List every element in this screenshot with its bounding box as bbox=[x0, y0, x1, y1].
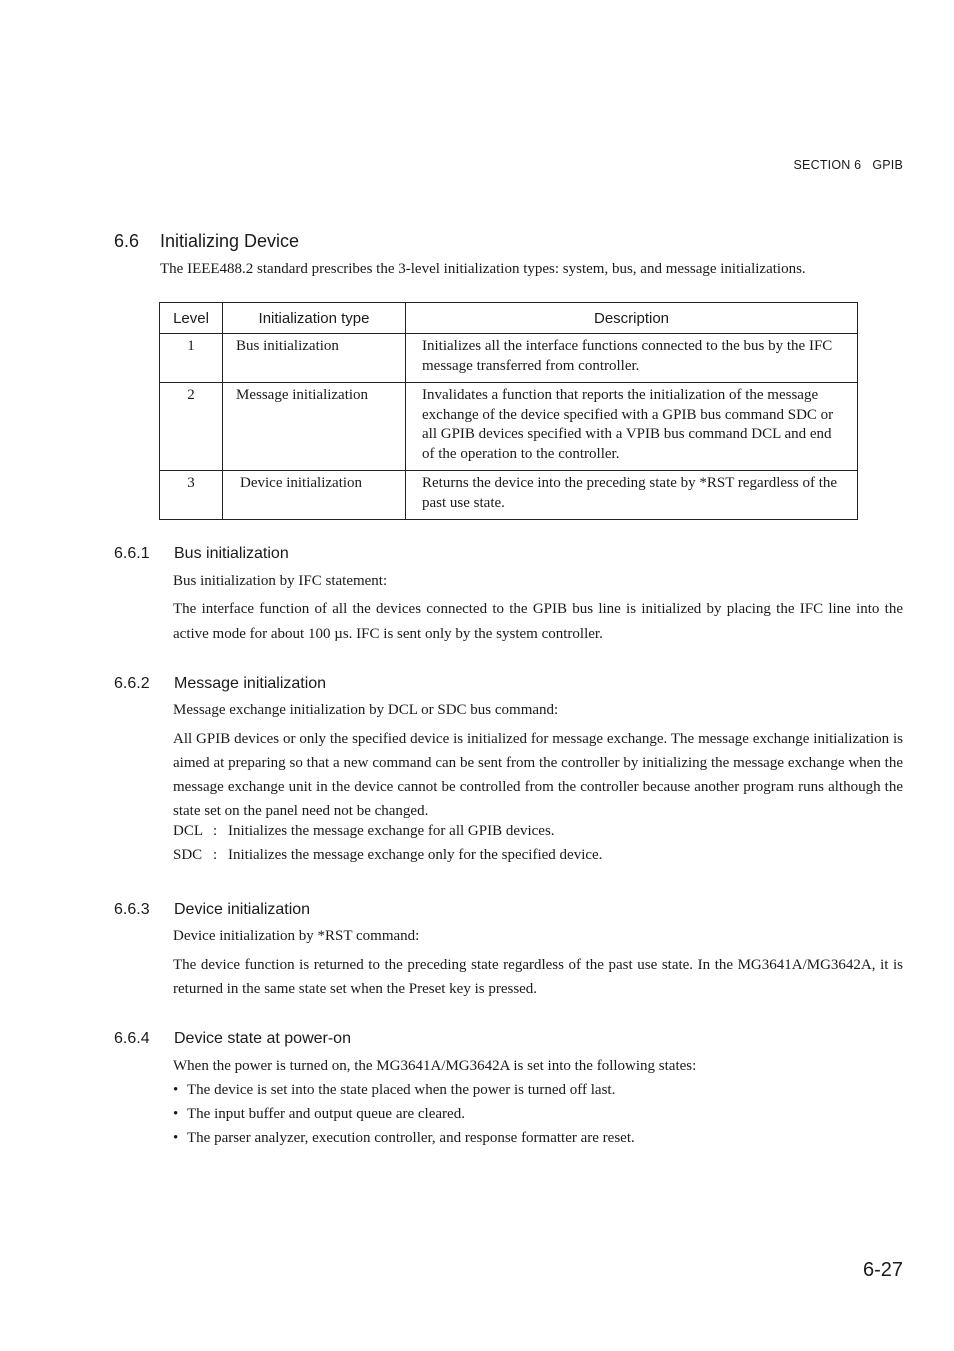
subsection-heading-bus bbox=[114, 545, 289, 563]
definition-key: SDC bbox=[173, 847, 203, 863]
subsection-title: Device initialization bbox=[174, 901, 311, 918]
col-header-description: Description bbox=[406, 303, 858, 334]
initialization-table bbox=[159, 302, 858, 520]
section-heading bbox=[114, 231, 299, 252]
subsection-number: 6.6.3 bbox=[114, 901, 150, 918]
subsection-body: All GPIB devices or only the specified device is initialized for message exchange. The message exchange initialization is aimed at preparing so that a new command can be sent from the controller by initializing the message exchange when the message exchange unit in the device cannot be controlled from the controller because another program runs although the state set on the panel need not be changed. bbox=[173, 731, 903, 819]
subsection-number: 6.6.2 bbox=[114, 675, 150, 692]
table-row bbox=[160, 334, 858, 383]
cell-description: Returns the device into the preceding state by *RST regardless of the past use state. bbox=[406, 471, 858, 520]
cell-level: 1 bbox=[160, 334, 223, 383]
subsection-title: Message initialization bbox=[174, 675, 327, 692]
cell-level: 2 bbox=[160, 383, 223, 471]
subsection-number: 6.6.1 bbox=[114, 545, 150, 562]
cell-level: 3 bbox=[160, 471, 223, 520]
bullet-icon: • bbox=[173, 1106, 179, 1122]
subsection-heading-device bbox=[114, 901, 310, 919]
definition-item bbox=[173, 847, 602, 864]
cell-description: Invalidates a function that reports the initialization of the message exchange of the device specified with a GPIB bus command SDC or all GPIB devices specified with a VPIB bus command DCL and end of the operation to the controller. bbox=[406, 383, 858, 471]
bullet-icon: • bbox=[173, 1130, 179, 1146]
table-row bbox=[160, 471, 858, 520]
list-item-text: The device is set into the state placed when the power is turned off last. bbox=[187, 1082, 616, 1098]
subsection-heading-message bbox=[114, 675, 326, 693]
definition-separator: : bbox=[213, 847, 218, 863]
subsection-title: Device state at power-on bbox=[174, 1030, 351, 1047]
subsection-lead: When the power is turned on, the MG3641A/MG3642A is set into the following states: bbox=[173, 1058, 697, 1074]
section-title: Initializing Device bbox=[160, 231, 300, 251]
running-head: SECTION 6 GPIB bbox=[793, 158, 903, 172]
section-intro: The IEEE488.2 standard prescribes the 3-level initialization types: system, bus, and message initializations. bbox=[160, 261, 806, 277]
col-header-type: Initialization type bbox=[223, 303, 406, 334]
table-header-row bbox=[160, 303, 858, 334]
list-item-text: The parser analyzer, execution controller, and response formatter are reset. bbox=[187, 1130, 635, 1146]
subsection-number: 6.6.4 bbox=[114, 1030, 150, 1047]
subsection-lead: Bus initialization by IFC statement: bbox=[173, 573, 388, 589]
cell-type: Message initialization bbox=[223, 383, 406, 471]
subsection-lead: Device initialization by *RST command: bbox=[173, 928, 420, 944]
cell-type: Bus initialization bbox=[223, 334, 406, 383]
list-item-text: The input buffer and output queue are cleared. bbox=[187, 1106, 465, 1122]
list-item bbox=[173, 1126, 635, 1150]
definition-item bbox=[173, 823, 555, 840]
definition-text: Initializes the message exchange for all GPIB devices. bbox=[228, 823, 555, 839]
subsection-body: The interface function of all the devices connected to the GPIB bus line is initialized by placing the IFC line into the active mode for about 100 µs. IFC is sent only by the system controller. bbox=[173, 601, 903, 642]
subsection-heading-power-on bbox=[114, 1030, 351, 1048]
table-row bbox=[160, 383, 858, 471]
subsection-lead: Message exchange initialization by DCL or SDC bus command: bbox=[173, 702, 559, 718]
definition-key: DCL bbox=[173, 823, 203, 839]
definition-text: Initializes the message exchange only for the specified device. bbox=[228, 847, 603, 863]
definition-separator: : bbox=[213, 823, 218, 839]
list-item bbox=[173, 1102, 465, 1126]
bullet-icon: • bbox=[173, 1082, 179, 1098]
cell-description: Initializes all the interface functions connected to the bus by the IFC message transferred from controller. bbox=[406, 334, 858, 383]
cell-type: Device initialization bbox=[223, 471, 406, 520]
page-number: 6-27 bbox=[862, 1259, 903, 1281]
subsection-body: The device function is returned to the preceding state regardless of the past use state. In the MG3641A/MG3642A, it is returned in the same state set when the Preset key is pressed. bbox=[173, 957, 903, 997]
subsection-title: Bus initialization bbox=[174, 545, 289, 562]
section-number: 6.6 bbox=[114, 231, 140, 251]
list-item bbox=[173, 1078, 615, 1102]
col-header-level: Level bbox=[160, 303, 223, 334]
